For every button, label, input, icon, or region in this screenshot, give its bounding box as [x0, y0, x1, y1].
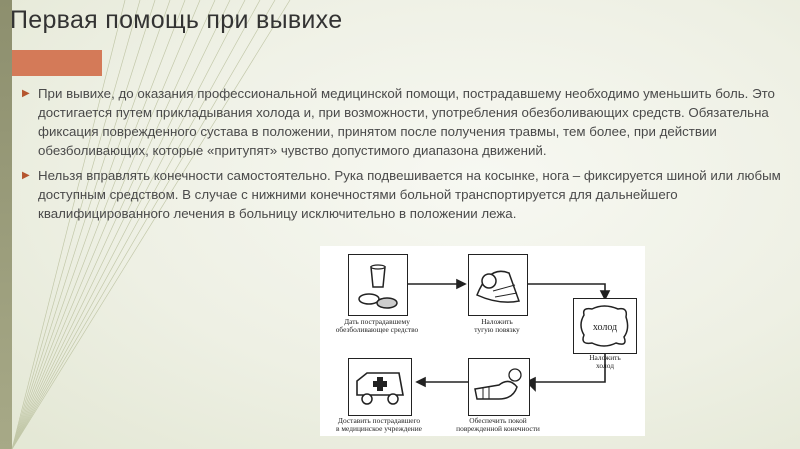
slide-body	[22, 84, 782, 229]
step-rest-box	[468, 358, 530, 416]
slide-title: Первая помощь при вывихе	[10, 6, 343, 34]
step-ambulance-box	[348, 358, 412, 416]
bandage-icon	[469, 255, 527, 315]
first-aid-steps-diagram	[320, 246, 645, 436]
cold-pack-label: холод	[592, 322, 618, 333]
step-5-caption: Доставить пострадавшего в медицинское учреждение	[336, 416, 422, 433]
step-bandage-box	[468, 254, 528, 316]
paragraph-2	[22, 166, 782, 223]
cold-pack-icon	[574, 299, 636, 353]
step-1-caption: Дать пострадавшему обезболивающее средство	[335, 317, 419, 334]
paragraph-1-text: При вывихе, до оказания профессиональной медицинской помощи, пострадавшему необходимо уменьшить боль. Это достигается путем прикладывания холода и, при возможности, употребления обезболивающих средств. Обязательна фиксация поврежденного сустава в положении, принятом после получения травмы, тем более, при действии обезболивающих, которые «притупят» чувство допустимого диапазона движений.	[38, 86, 775, 158]
limb-rest-icon	[469, 359, 529, 415]
step-3-caption: Наложить холод	[589, 353, 621, 370]
step-pills-box	[348, 254, 408, 316]
step-4-caption: Обеспечить покой поврежденной конечности	[456, 416, 540, 433]
ambulance-icon	[349, 359, 411, 415]
step-cold-box	[573, 298, 637, 354]
arrow-bullet-icon: ▶	[22, 170, 30, 181]
paragraph-2-text: Нельзя вправлять конечности самостоятельно. Рука подвешивается на косынке, нога – фиксируется шиной или любым доступным средством. В случае с нижними конечностями больной транспортируется для дальнейшего квалифицированного лечения в больницу исключительно в положении лежа.	[38, 168, 781, 221]
paragraph-1	[22, 84, 782, 160]
pills-icon	[349, 255, 407, 315]
title-accent-block	[12, 50, 102, 76]
arrow-bullet-icon: ▶	[22, 88, 30, 99]
step-2-caption: Наложить тугую повязку	[474, 317, 520, 334]
